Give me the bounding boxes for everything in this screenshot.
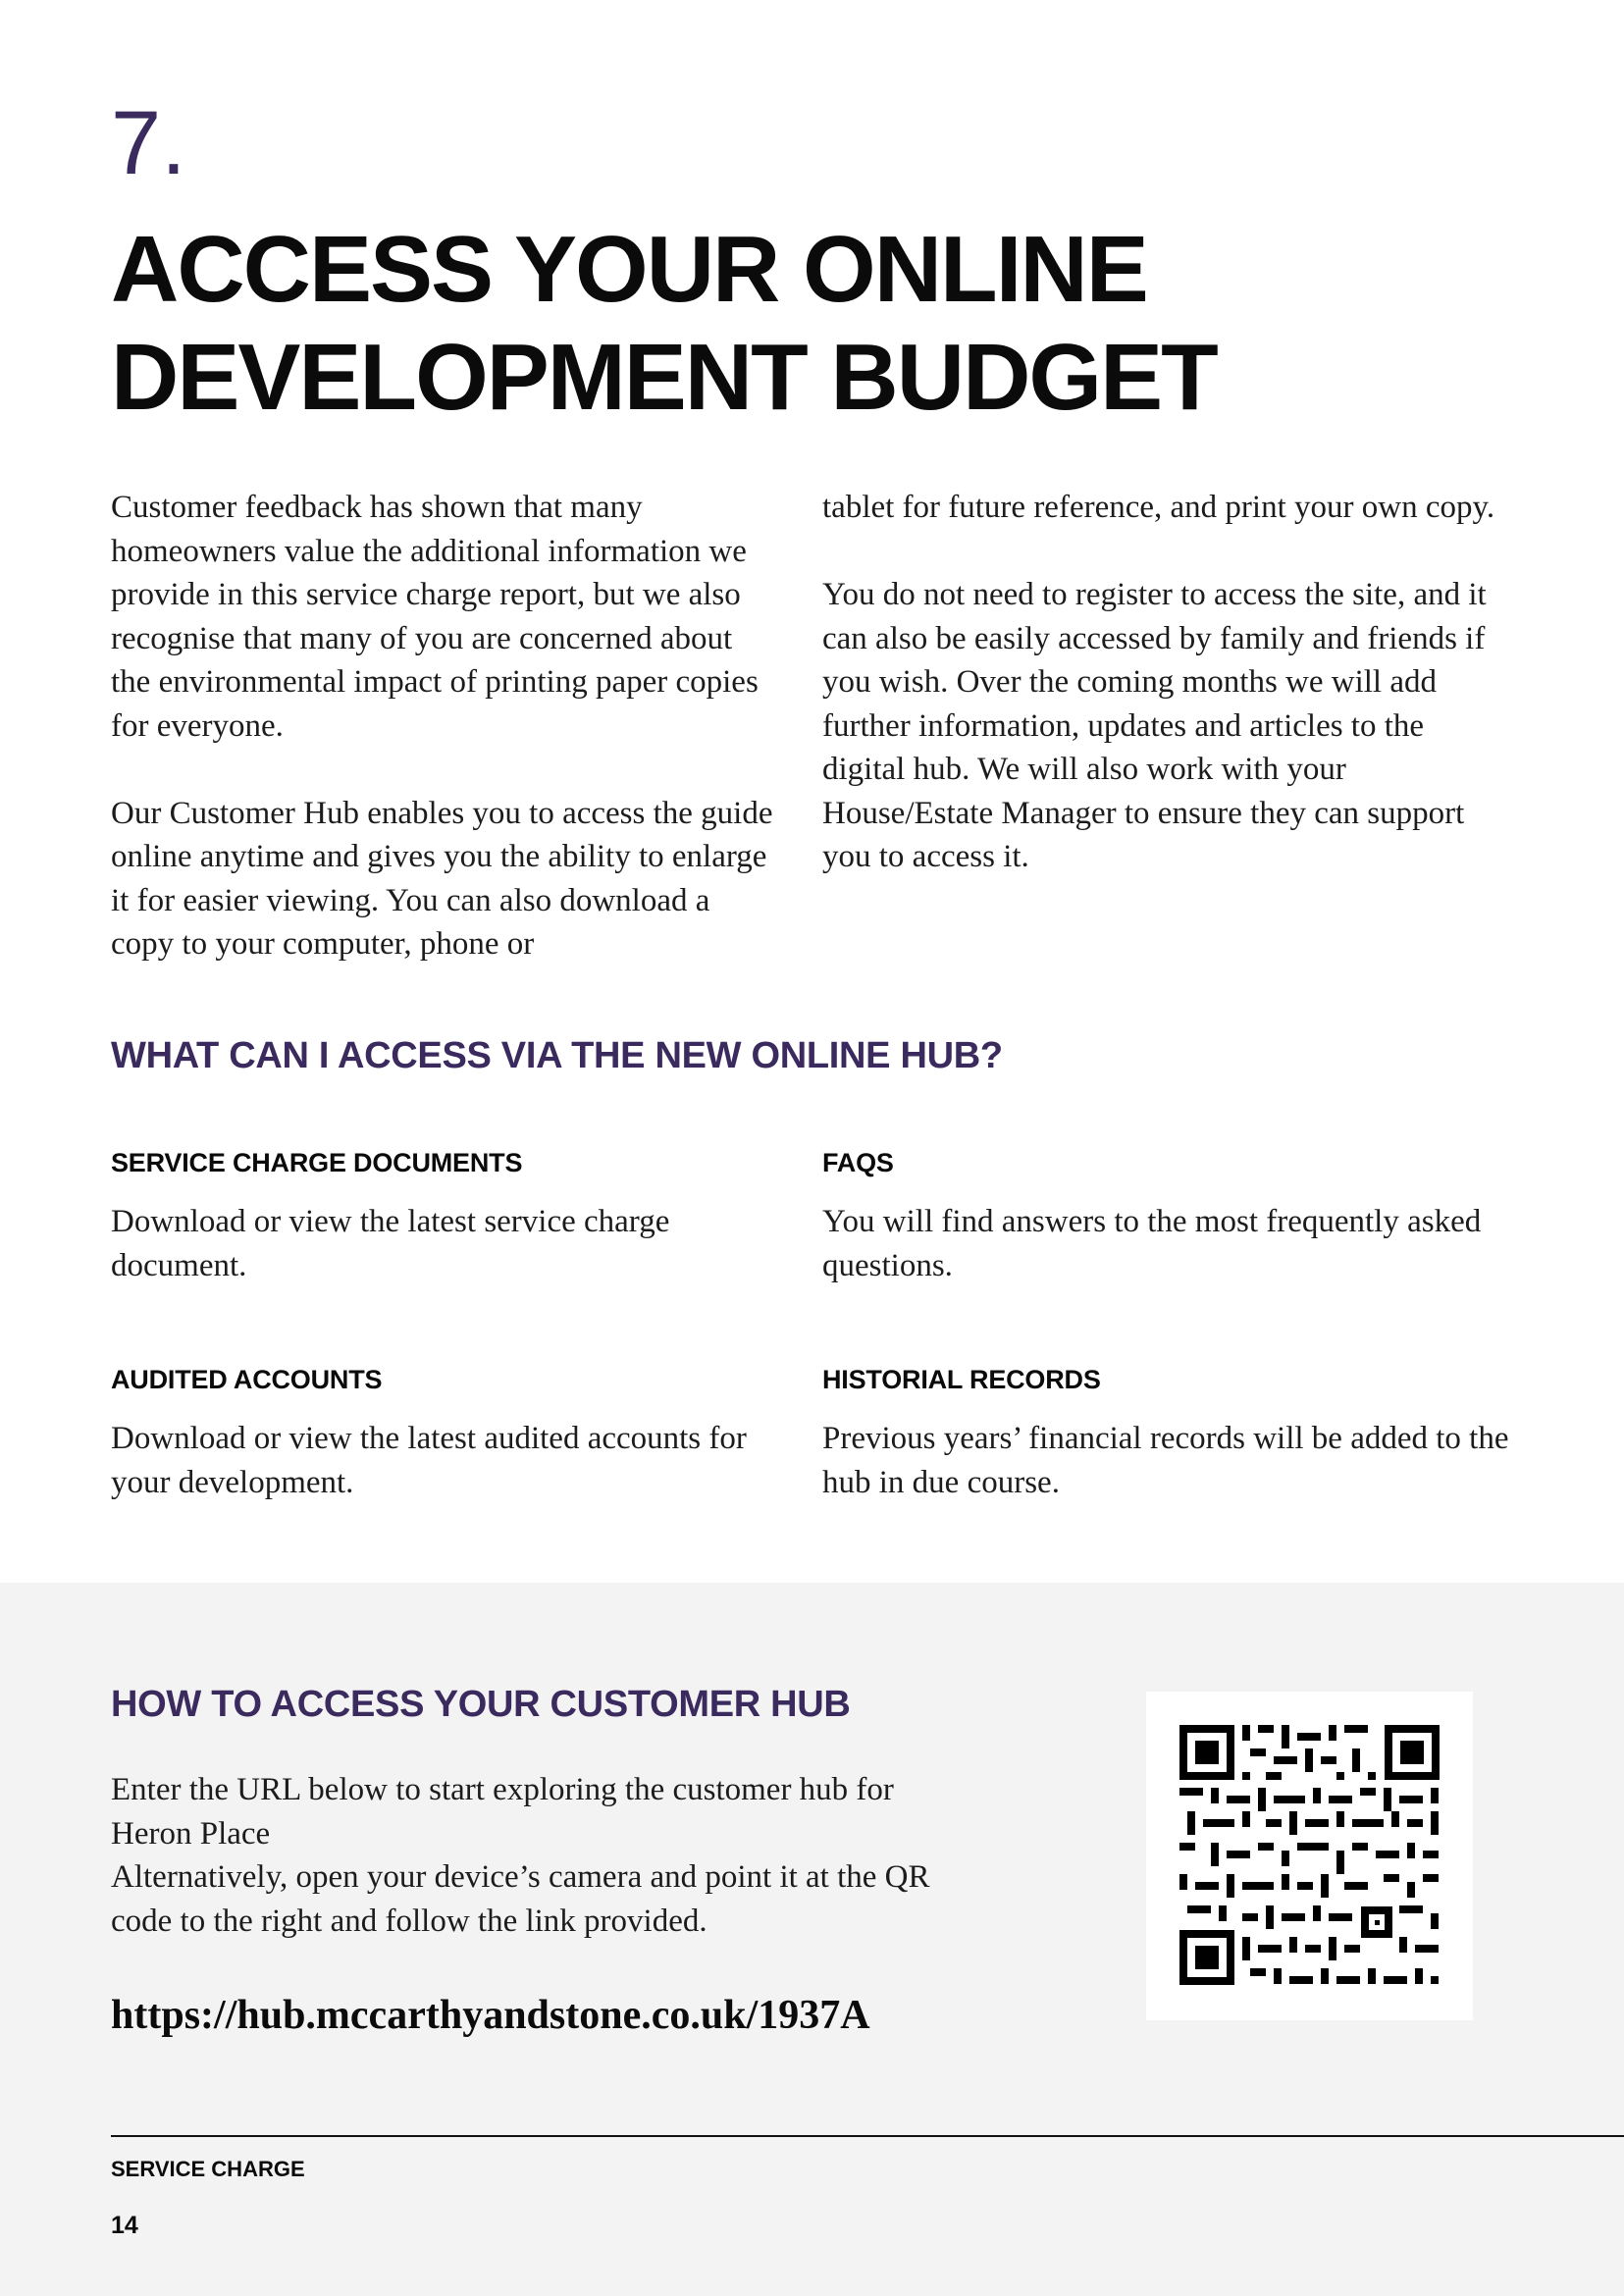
access-item-audited-accounts (111, 1365, 778, 1504)
hub-line-1: Enter the URL below to start exploring the customer hub for Heron Place (111, 1772, 894, 1852)
intro-paragraph: Customer feedback has shown that many homeowners value the additional information we provide in this service charge report, but we also recognise that many of you are concerned about the environmental impact of printing paper copies for everyone. (111, 490, 759, 744)
intro-right-column (822, 486, 1509, 922)
title-line-2: DEVELOPMENT BUDGET (111, 325, 1217, 430)
intro-paragraph: tablet for future reference, and print your own copy. (822, 490, 1495, 525)
access-item-text: Download or view the latest service charge document. (111, 1204, 670, 1283)
hub-url-link[interactable]: https://hub.mccarthyandstone.co.uk/1937A (111, 1993, 870, 2038)
page-title (111, 216, 1217, 432)
qr-code-graphic (1146, 1692, 1473, 2020)
hub-instructions (111, 1768, 974, 1943)
access-item-title: AUDITED ACCOUNTS (111, 1365, 383, 1394)
access-item-title: FAQS (822, 1148, 894, 1177)
access-heading: WHAT CAN I ACCESS VIA THE NEW ONLINE HUB? (111, 1035, 1003, 1076)
page-number: 14 (111, 2212, 138, 2239)
intro-left-column (111, 486, 778, 1010)
access-item-text: Previous years’ financial records will be added to the hub in due course. (822, 1421, 1509, 1500)
footer-divider (111, 2135, 1624, 2137)
qr-code[interactable] (1146, 1692, 1473, 2020)
access-item-text: You will find answers to the most frequently asked questions. (822, 1204, 1482, 1283)
access-item-faqs (822, 1148, 1509, 1287)
hub-heading: HOW TO ACCESS YOUR CUSTOMER HUB (111, 1684, 851, 1725)
access-item-service-charge (111, 1148, 778, 1287)
access-item-title: HISTORIAL RECORDS (822, 1365, 1101, 1394)
title-line-1: ACCESS YOUR ONLINE (111, 217, 1147, 322)
access-item-historial-records (822, 1365, 1509, 1504)
hub-line-2: Alternatively, open your device’s camera and point it at the QR code to the right and follow the link provided. (111, 1859, 930, 1939)
access-item-title: SERVICE CHARGE DOCUMENTS (111, 1148, 523, 1177)
footer-label: SERVICE CHARGE (111, 2157, 305, 2181)
intro-paragraph: Our Customer Hub enables you to access the guide online anytime and gives you the ability to enlarge it for easier viewing. You can also download a copy to your computer, phone or (111, 795, 773, 962)
access-item-text: Download or view the latest audited accounts for your development. (111, 1421, 747, 1500)
intro-paragraph: You do not need to register to access the site, and it can also be easily accessed by family and friends if you wish. Over the coming months we will add further information, updates and articles to the digital hub. We will also work with your House/Estate Manager to ensure they can support you to access it. (822, 577, 1487, 874)
section-number: 7. (111, 93, 186, 193)
